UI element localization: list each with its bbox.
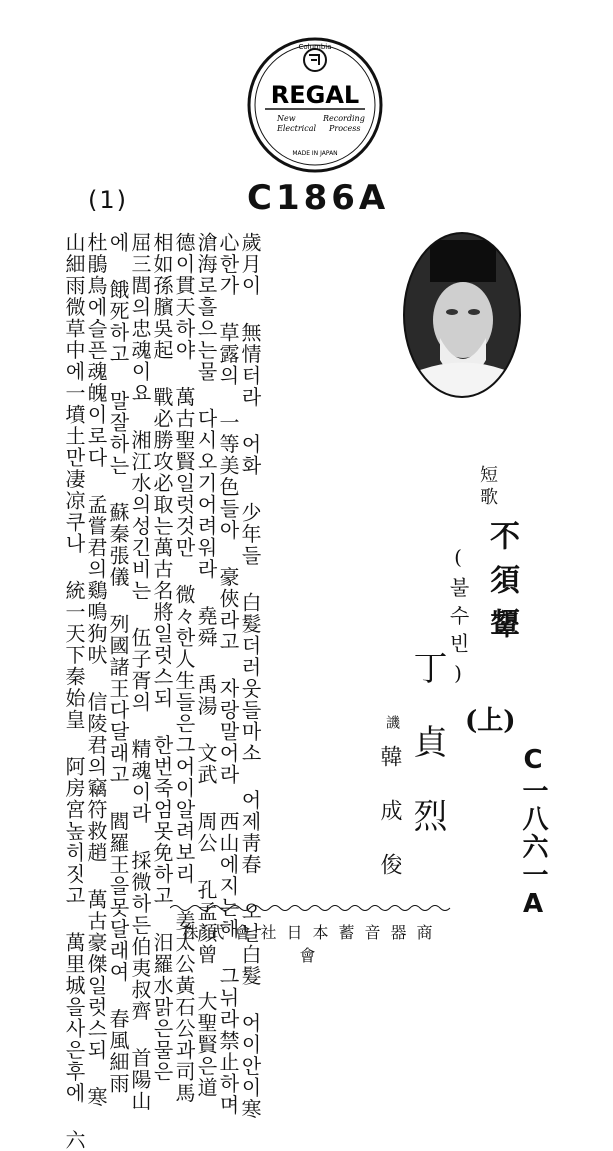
title-volume: (上): [465, 706, 516, 736]
lyric-line: 德이貫天하야 萬古聖賢일럿것만 微々한人生들은그어이알려보리 姜太公黃石公과司馬: [172, 232, 196, 1104]
logo-line1: New: [277, 114, 296, 123]
author-name: 丁貞烈: [407, 650, 447, 872]
author-name-2: 韓成俊: [377, 745, 402, 907]
logo-bottom-text: MADE IN JAPAN: [292, 150, 338, 157]
author-role: 譏: [384, 715, 400, 729]
footer-divider: [170, 903, 455, 913]
singer-portrait: [400, 230, 525, 400]
logo-line3: Electrical: [277, 124, 317, 133]
publisher-footer: 株式會社日本蓄音器商會: [182, 923, 443, 965]
record-number: C186A: [247, 178, 390, 218]
lyric-line: 歲月이 無情터라 어화 少年들 白髮더러웃들마소 어제靑春 오날白髮 어이안이寒: [238, 232, 262, 1120]
regal-label-logo: [245, 35, 385, 175]
lyric-line: 相如孫臏吳起 戰必勝攻必取는萬古名將일럿스되 한번죽엄못免하고 汨羅水맑은물은: [150, 232, 174, 1083]
logo-line2: Recording: [323, 114, 365, 123]
logo-line4: Process: [329, 124, 361, 133]
song-title: 不須顰: [484, 520, 519, 652]
logo-top-text: Columbia: [298, 43, 332, 51]
page-number: (1): [88, 186, 128, 214]
lyric-line: 屈三閭의忠魂이요 湘江水의성긴비는 伍子胥의 精魂이라 採微하든伯夷叔齊 首陽山: [128, 232, 152, 1112]
side-record-number: C一八六一A: [518, 745, 548, 921]
lyric-line: 山細雨微草中에一墳土만凄凉쿠나 統一天下秦始皇 阿房宮높히짓고 萬里城을사은후에 六: [62, 232, 86, 1151]
lyric-line: 杜鵑鳥에슬픈魂魄이로다 孟嘗君의鷄鳴狗吠 信陵君의竊符救趙 萬古豪傑일럿스되 寒: [84, 232, 108, 1108]
title-reading: (불수빈): [446, 545, 470, 693]
lyric-line: 滄海로흘으는물 다시오기어려워라 堯舜 禹湯 文武 周公 孔孟顏曾 大聖賢은道: [194, 232, 218, 1099]
lyric-line: 에 餓死하고 말잘하는 蘇秦張儀 列國諸王다달래고 閻羅王을못달래여 春風細雨: [106, 232, 130, 1095]
logo-brand-text: REGAL: [270, 81, 360, 109]
title-genre: 短歌: [477, 465, 498, 509]
lyric-line: 心한가 草露의 一等美色들아 豪俠라고 자랑말어라 西山에지는해 그뉘라禁止하며: [216, 232, 240, 1116]
